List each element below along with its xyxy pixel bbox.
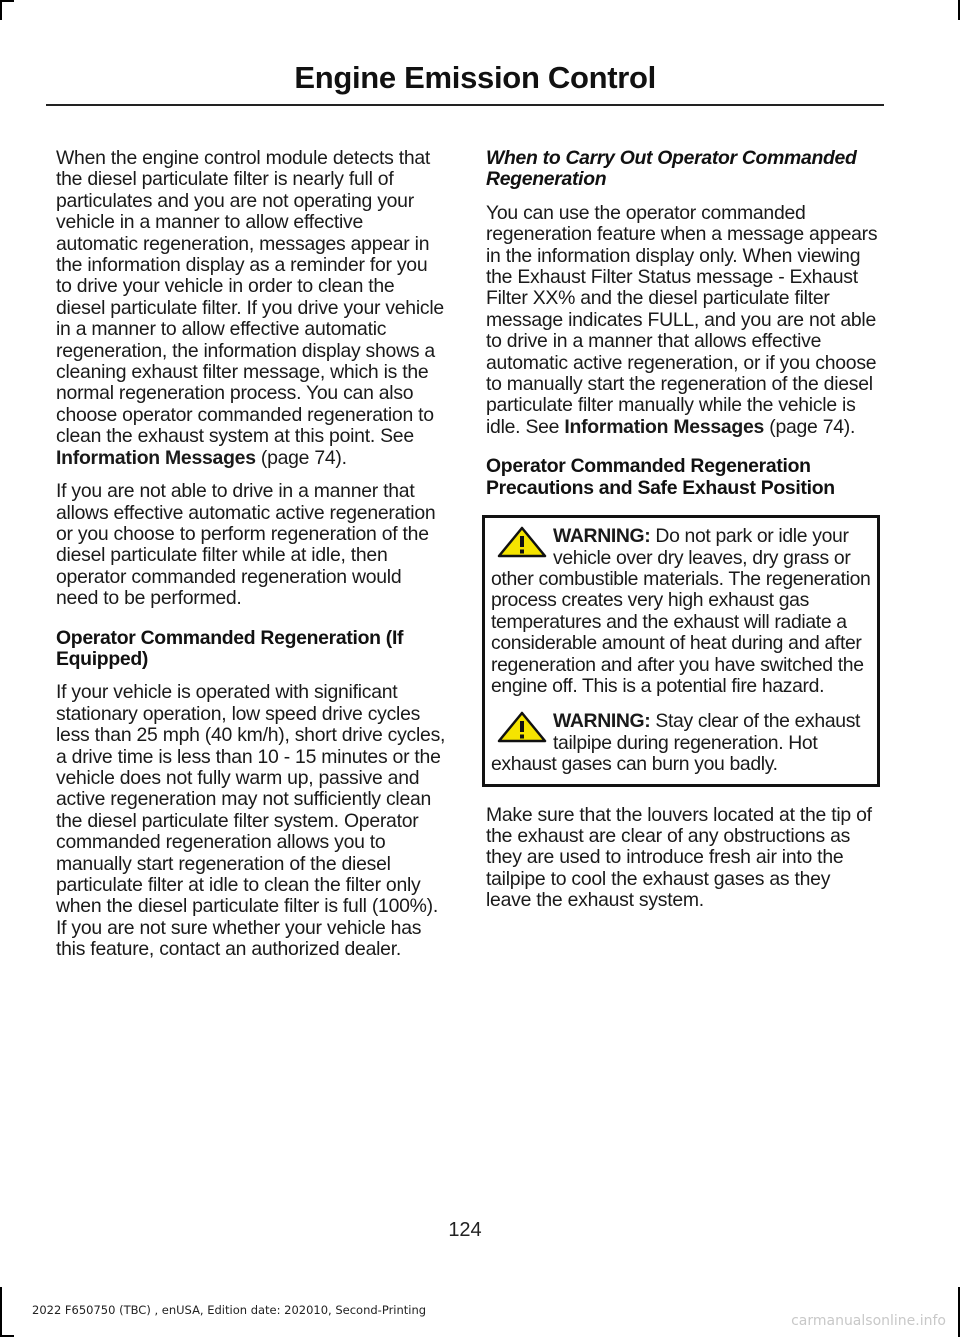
warning-label: WARNING: — [553, 710, 651, 733]
intro-text: When the engine control module detects that the diesel particulate filter is nearly full of particulates and you are not operating your vehicle in a manner to allow effective automatic regeneration, messages appear in the information display as a reminder for you to drive your vehicle in order to clean the diesel particulate filter. If you drive your vehicle in a manner to allow effective automatic regeneration, the information display shows a cleaning exhaust filter message, which is the normal regeneration process. You can also choose operator commanded regeneration to clean the exhaust system at this point. See — [56, 147, 444, 448]
information-messages-link[interactable]: Information Messages — [564, 415, 765, 438]
warning-triangle-icon — [497, 711, 549, 743]
warning-text: Do not park or idle your vehicle over dry leaves, dry grass or other combustible materials. The regeneration process creates very high exhaust gas temperatures and the exhaust will radiate a considerable amount of heat during and after regeneration and after you have switched the engine off. This is a potential fire hazard. — [491, 525, 871, 697]
crop-mark — [0, 0, 2, 20]
section-heading-when-to-carry-out: When to Carry Out Operator Commanded Regeneration — [486, 147, 857, 191]
intro-paragraph — [56, 148, 448, 469]
page-number: 124 — [448, 1219, 482, 1241]
page-title: Engine Emission Control — [294, 60, 656, 95]
louvers-paragraph: Make sure that the louvers located at the tip of the exhaust are clear of any obstructions as they are used to introduce fresh air into the tailpipe to cool the exhaust gases as they leave the exhaust system. — [486, 803, 872, 912]
idle-regeneration-paragraph: If you are not able to drive in a manner that allows effective automatic active regeneration or you choose to perform regeneration of the diesel particulate filter while at idle, then operator commanded regeneration would need to be performed. — [56, 480, 436, 610]
header-divider — [46, 104, 884, 106]
footer-edition-info: 2022 F650750 (TBC) , enUSA, Edition date: 202010, Second-Printing — [32, 1303, 427, 1317]
warning-triangle-icon — [497, 526, 549, 558]
warning-box — [482, 515, 880, 786]
watermark: carmanualsonline.info — [791, 1313, 946, 1329]
when-to-paragraph — [486, 203, 878, 438]
operator-commanded-paragraph: If your vehicle is operated with significant stationary operation, low speed drive cycles less than 25 mph (40 km/h), short drive cycles, a drive time is less than 10 - 15 minutes or the vehicle does not fully warm up, passive and active regeneration may not sufficiently clean the diesel particulate filter system. Operator commanded regeneration allows you to manually start regeneration of the diesel particulate filter at idle to clean the filter only when the diesel particulate filter is full (100%). If you are not sure whether your vehicle has this feature, contact an authorized dealer. — [56, 681, 446, 961]
information-messages-link[interactable]: Information Messages — [56, 446, 256, 469]
section-heading-precautions: Operator Commanded Regeneration Precautions and Safe Exhaust Position — [486, 455, 835, 499]
crop-mark — [0, 0, 14, 2]
when-to-text: You can use the operator commanded regeneration feature when a message appears in the information display only. When viewing the Exhaust Filter Status message - Exhaust Filter XX% and the diesel particulate filter message indicates FULL, and you are not able to drive in a manner that allows effective automatic active regeneration, or if you choose to manually start the regeneration of the diesel particulate filter manually while the vehicle is idle. See — [486, 201, 878, 438]
right-column — [486, 148, 878, 924]
warning-fire-hazard — [491, 526, 871, 697]
left-column — [56, 148, 448, 973]
section-heading-operator-commanded: Operator Commanded Regeneration (If Equipped) — [56, 626, 404, 670]
warning-text: Stay clear of the exhaust tailpipe during regeneration. Hot exhaust gases can burn you badly. — [491, 710, 861, 776]
crop-mark — [0, 1287, 2, 1337]
warning-label: WARNING: — [553, 525, 651, 548]
warning-tailpipe — [491, 711, 871, 775]
page-reference: (page 74). — [255, 446, 347, 469]
page-reference: (page 74). — [764, 415, 856, 438]
